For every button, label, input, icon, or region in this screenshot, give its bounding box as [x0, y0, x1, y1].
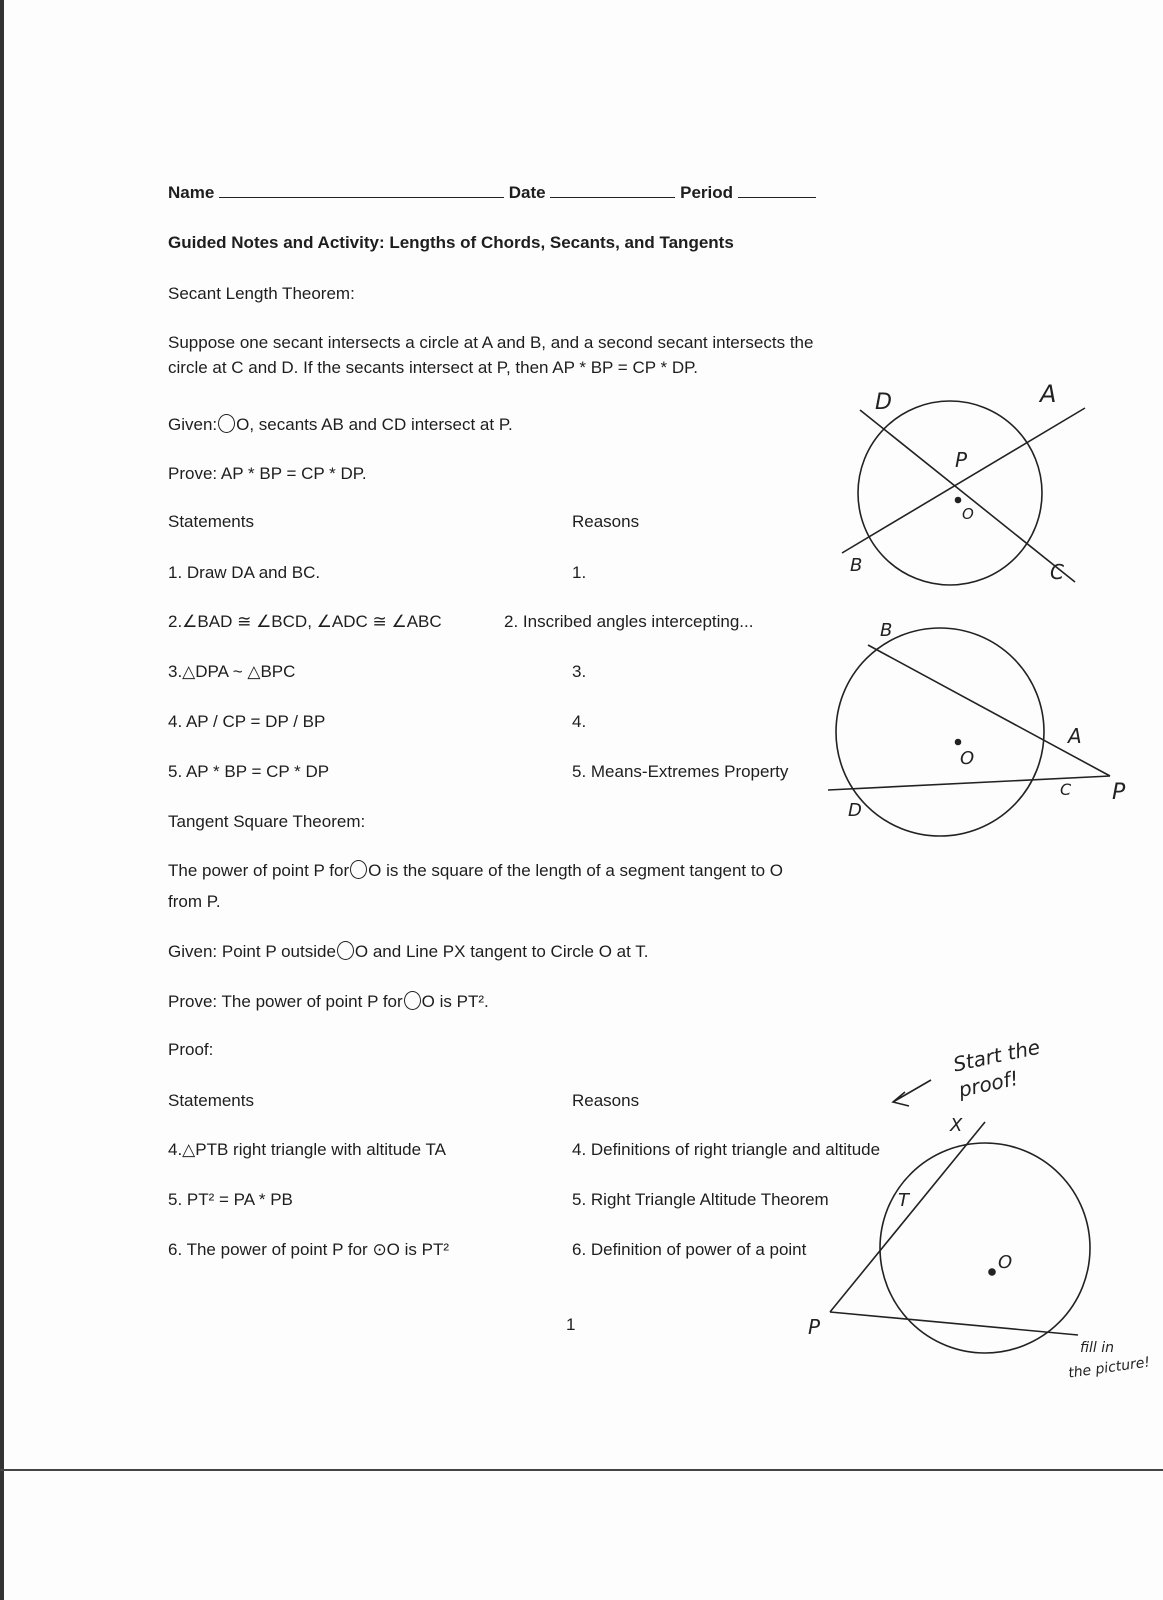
secant-heading: Secant Length Theorem: — [168, 284, 355, 303]
text: Given: Point P outside — [168, 942, 336, 961]
statement: 6. The power of point P for ⊙O is PT² — [168, 1240, 450, 1259]
period-label: Period — [680, 183, 734, 202]
tangent-heading: Tangent Square Theorem: — [168, 812, 366, 831]
statement: 5. PT² = PA * PB — [168, 1190, 293, 1209]
label-c: C — [1050, 560, 1064, 584]
figure-secants-inside — [842, 401, 1085, 585]
statement: 5. AP * BP = CP * DP — [168, 762, 330, 781]
statement: 1. Draw DA and BC. — [168, 563, 321, 582]
page-number: 1 — [566, 1315, 576, 1334]
name-label: Name — [168, 183, 215, 202]
secant-body-1: Suppose one secant intersects a circle at A and B, and a second secant intersects the — [168, 333, 814, 352]
text: The power of point P for — [168, 861, 350, 880]
label-p: P — [955, 448, 968, 472]
statement: 4.△PTB right triangle with altitude TA — [168, 1140, 446, 1159]
secant-body-2: circle at C and D. If the secants intersect at P, then AP * BP = CP * DP. — [168, 358, 698, 377]
note-fill-picture-2: the picture! — [1067, 1354, 1151, 1382]
date-label: Date — [508, 183, 546, 202]
statements-header: Statements — [168, 512, 254, 531]
reasons-header: Reasons — [572, 1091, 640, 1110]
label-o: O — [960, 748, 975, 769]
label-x: X — [950, 1115, 963, 1136]
reason: 1. — [572, 563, 587, 582]
reason: 5. Right Triangle Altitude Theorem — [572, 1190, 829, 1209]
tangent-body-2: from P. — [168, 892, 221, 911]
reason: 2. Inscribed angles intercepting... — [504, 612, 754, 631]
reason: 5. Means-Extremes Property — [572, 762, 789, 781]
reason: 3. — [572, 662, 587, 681]
statement: 4. AP / CP = DP / BP — [168, 712, 326, 731]
label-p: P — [808, 1315, 821, 1339]
reason: 4. — [572, 712, 587, 731]
label-p: P — [1112, 780, 1126, 805]
reason: 4. Definitions of right triangle and altitude — [572, 1140, 881, 1159]
given-label: Given: — [168, 415, 218, 434]
label-t: T — [898, 1190, 909, 1211]
label-b: B — [850, 555, 863, 576]
label-d: D — [875, 390, 892, 415]
given-text: O, secants AB and CD intersect at P. — [236, 415, 513, 434]
page-title: Guided Notes and Activity: Lengths of Chords, Secants, and Tangents — [168, 233, 734, 252]
statement: 2.∠BAD ≅ ∠BCD, ∠ADC ≅ ∠ABC — [168, 612, 442, 631]
label-o: O — [962, 505, 974, 523]
text: Prove: The power of point P for — [168, 992, 403, 1011]
label-a: A — [1040, 380, 1057, 408]
note-start-proof: Start the proof! — [951, 1034, 1043, 1102]
label-a: A — [1068, 724, 1082, 748]
reason: 6. Definition of power of a point — [572, 1240, 807, 1259]
text: O is PT². — [421, 992, 489, 1011]
text: O is the square of the length of a segment tangent to O — [368, 861, 783, 880]
reasons-header: Reasons — [572, 512, 640, 531]
label-o: O — [998, 1252, 1013, 1273]
secant-prove: Prove: AP * BP = CP * DP. — [168, 464, 367, 483]
statements-header: Statements — [168, 1091, 254, 1110]
statement: 3.△DPA ~ △BPC — [168, 662, 296, 681]
proof-label: Proof: — [168, 1040, 214, 1059]
label-b: B — [880, 620, 893, 641]
text: O and Line PX tangent to Circle O at T. — [354, 942, 649, 961]
label-c: C — [1060, 780, 1072, 799]
label-d: D — [848, 800, 862, 821]
note-fill-picture-1: fill in — [1080, 1340, 1115, 1356]
